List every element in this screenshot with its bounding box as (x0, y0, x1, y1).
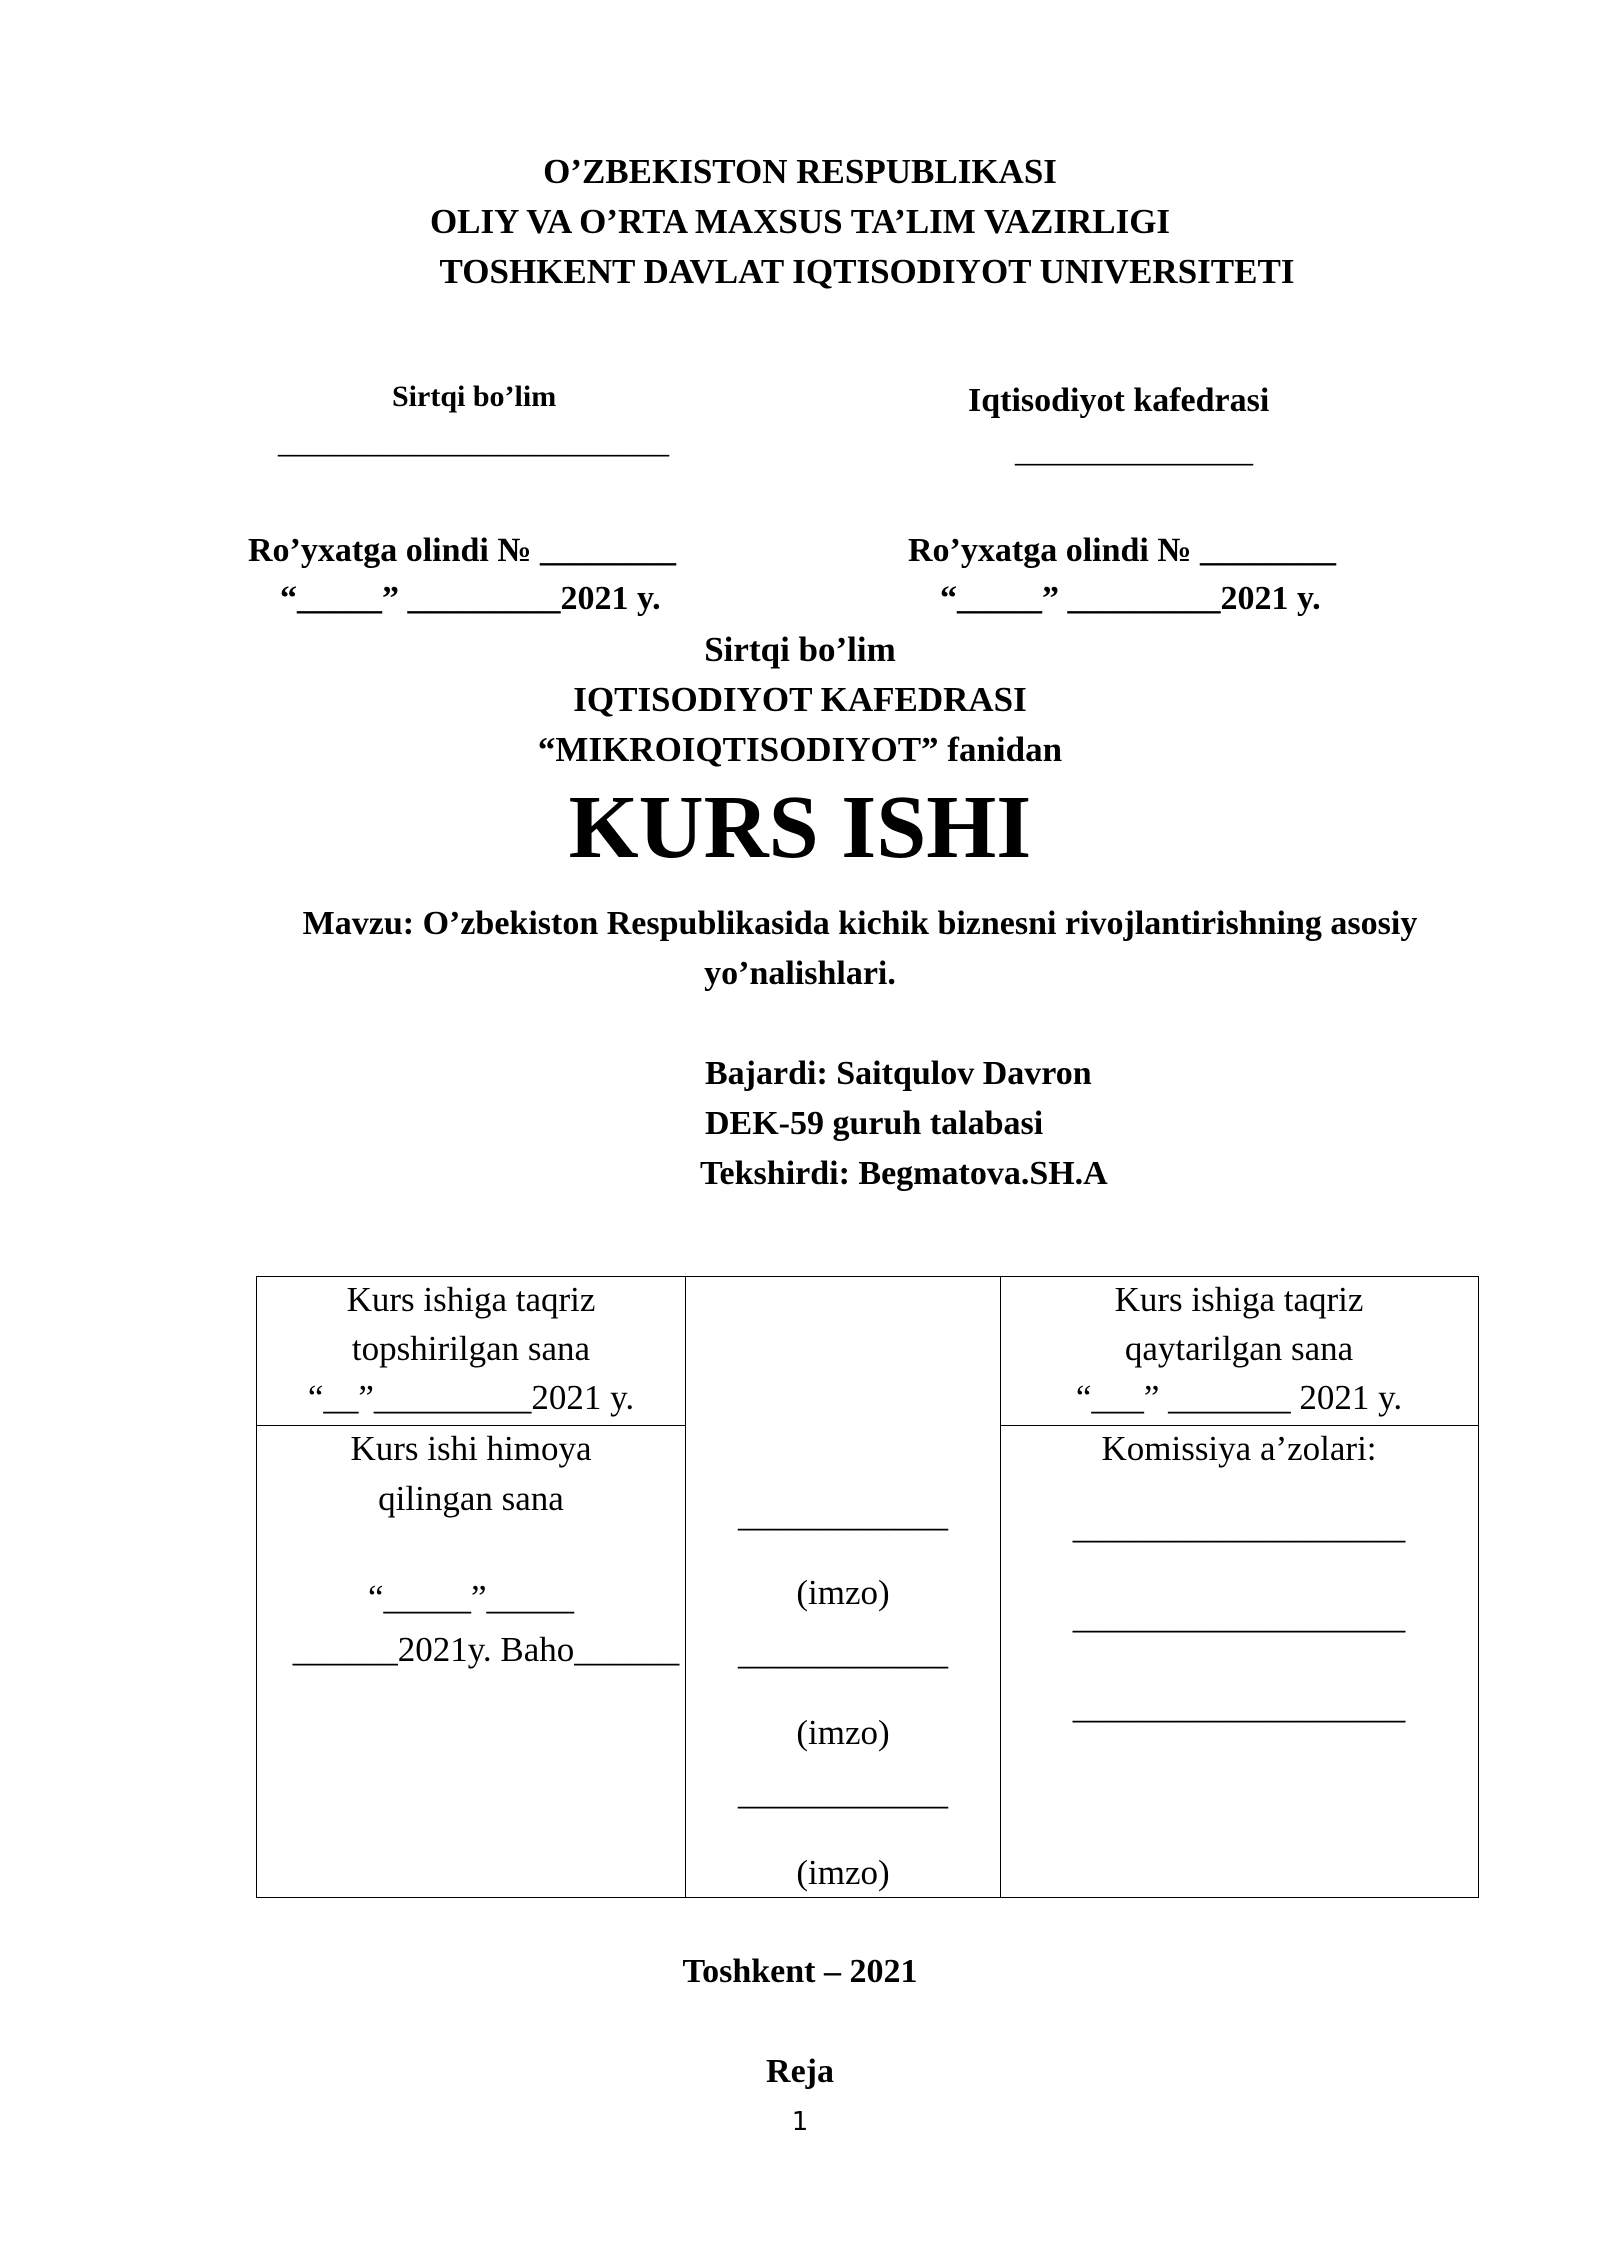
document-title: KURS ISHI (568, 778, 1032, 877)
table-divider-2 (1000, 1276, 1001, 1898)
center-subject: “MIKROIQTISODIYOT” fanidan (537, 730, 1063, 769)
center-chair: IQTISODIYOT KAFEDRASI (573, 680, 1027, 719)
left-dept-label: Sirtqi bo’lim (392, 380, 557, 413)
header-ministry-line2: OLIY VA O’RTA MAXSUS TA’LIM VAZIRLIGI (429, 202, 1171, 241)
table-row-divider-left (256, 1425, 686, 1426)
table-row-divider-right (1000, 1425, 1478, 1426)
signature-label-3: (imzo) (796, 1853, 890, 1892)
commission-title: Komissiya a’zolari: (1101, 1429, 1377, 1468)
topic-line1: Mavzu: O’zbekiston Respublikasida kichik biznesni rivojlantirishning asosiy (302, 905, 1418, 942)
author-checked-by: Tekshirdi: Begmatova.SH.A (700, 1155, 1108, 1192)
right-dept-underline: ______________ (1015, 432, 1253, 469)
author-group: DEK-59 guruh talabasi (705, 1105, 1044, 1142)
cell-defense-subtitle: qilingan sana (378, 1479, 564, 1518)
commission-line-2: ___________________ (1072, 1597, 1406, 1636)
cell-defense-grade: ______2021y. Baho______ (292, 1630, 680, 1669)
cell-review-submitted-date: “__”_________2021 y. (307, 1378, 635, 1417)
left-registration-date: “_____” _________2021 y. (280, 580, 661, 617)
author-done-by: Bajardi: Saitqulov Davron (705, 1055, 1092, 1092)
signature-line-3: ____________ (738, 1773, 948, 1812)
cell-review-returned-date: “___” _______ 2021 y. (1075, 1378, 1403, 1417)
cell-defense-title: Kurs ishi himoya (350, 1429, 592, 1468)
cell-review-submitted-title: Kurs ishiga taqriz (346, 1280, 596, 1319)
cell-review-returned-title: Kurs ishiga taqriz (1114, 1280, 1364, 1319)
right-dept-label: Iqtisodiyot kafedrasi (968, 382, 1270, 419)
cell-defense-date: “_____”_____ (367, 1578, 575, 1617)
left-registration: Ro’yxatga olindi № ________ (248, 532, 677, 569)
signature-label-1: (imzo) (796, 1573, 890, 1612)
header-university: TOSHKENT DAVLAT IQTISODIYOT UNIVERSITETI (439, 252, 1295, 291)
right-registration: Ro’yxatga olindi № ________ (908, 532, 1337, 569)
page-number: 1 (791, 2107, 809, 2137)
signature-line-1: ____________ (738, 1495, 948, 1534)
plan-heading: Reja (766, 2053, 834, 2090)
right-registration-date: “_____” _________2021 y. (940, 580, 1321, 617)
header-ministry-line1: O’ZBEKISTON RESPUBLIKASI (543, 152, 1057, 191)
signature-label-2: (imzo) (796, 1713, 890, 1752)
commission-line-3: ___________________ (1072, 1687, 1406, 1726)
signature-line-2: ____________ (738, 1633, 948, 1672)
commission-line-1: ___________________ (1072, 1507, 1406, 1546)
cell-review-returned-subtitle: qaytarilgan sana (1124, 1329, 1354, 1368)
footer-city-year: Toshkent – 2021 (682, 1953, 918, 1990)
topic-line2: yo’nalishlari. (704, 955, 896, 992)
left-dept-underline: _______________________ (278, 423, 669, 460)
center-dept: Sirtqi bo’lim (704, 630, 896, 669)
cell-review-submitted-subtitle: topshirilgan sana (351, 1329, 591, 1368)
